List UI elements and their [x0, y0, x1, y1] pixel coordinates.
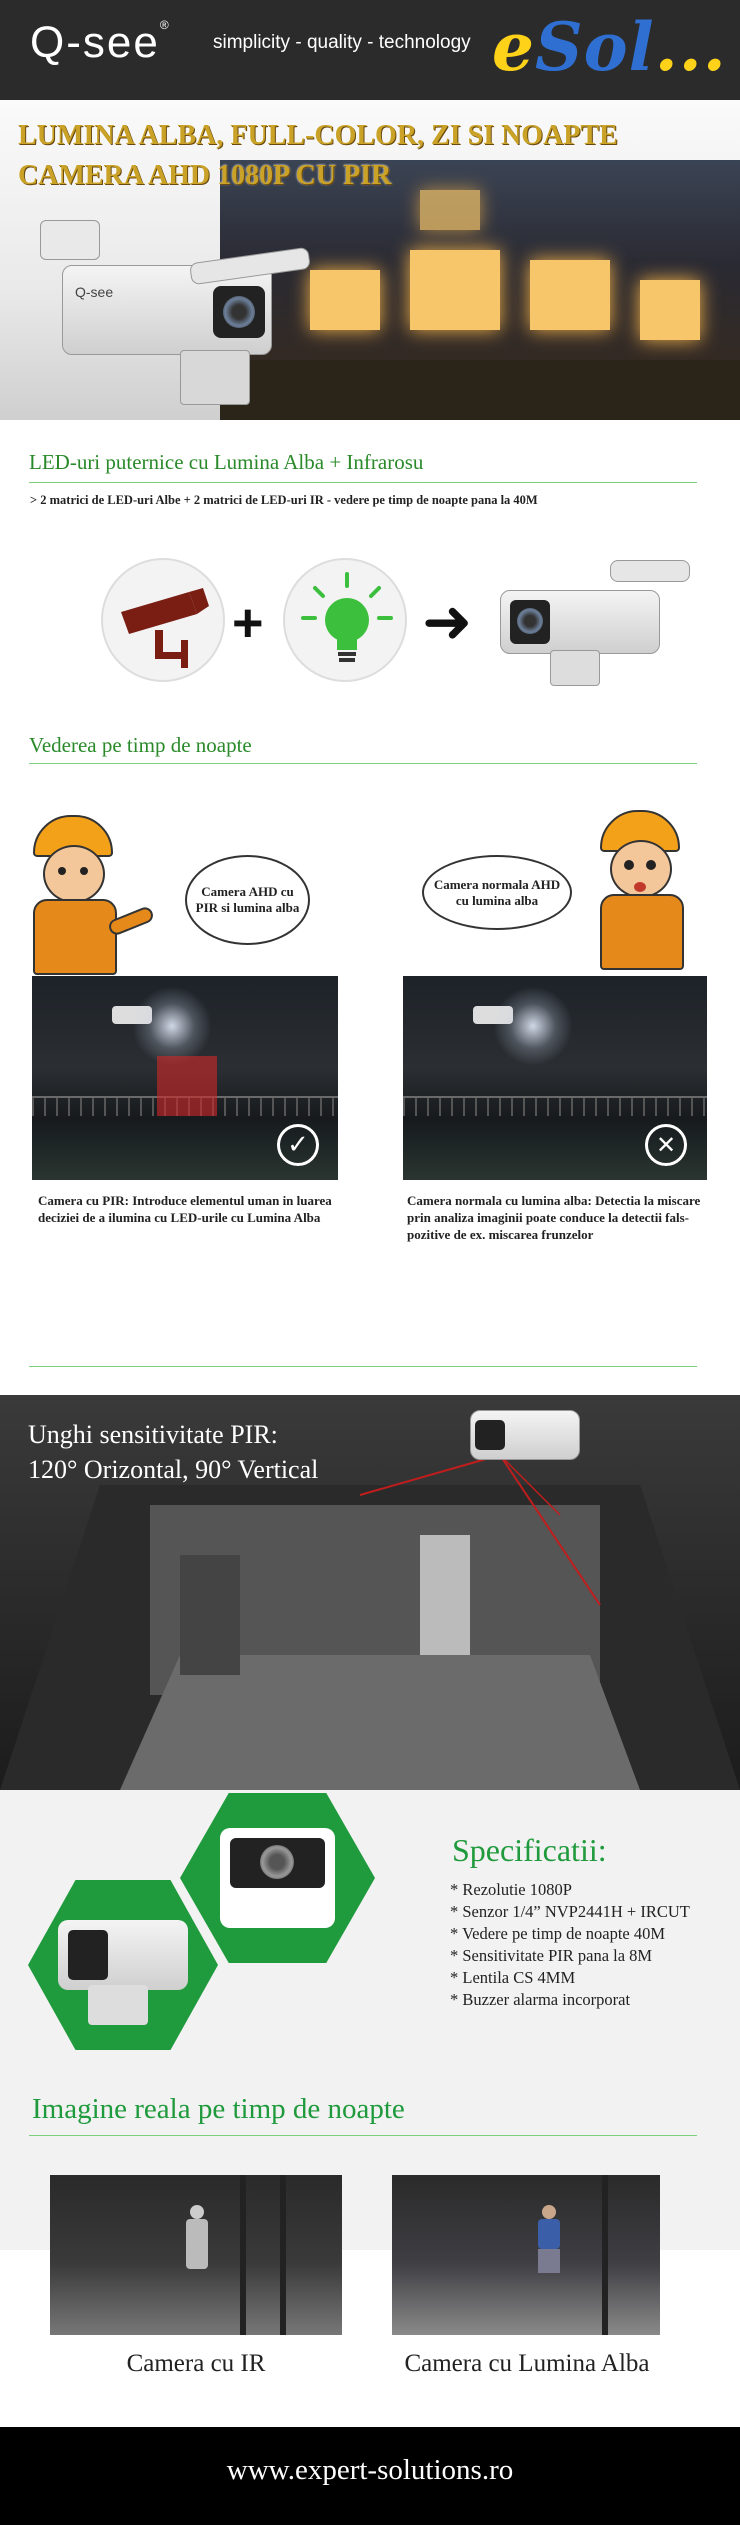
lightbulb-icon [283, 558, 407, 682]
ir-night-image [50, 2175, 342, 2335]
hero-title-line2: CAMERA AHD 1080P CU PIR [18, 160, 392, 191]
night-section-title: Vederea pe timp de noapte [29, 733, 252, 757]
spec-item: * Rezolutie 1080P [450, 1880, 572, 1899]
spec-item: * Sensitivitate PIR pana la 8M [450, 1946, 653, 1965]
led-section-title: LED-uri puternice cu Lumina Alba + Infrarosu [29, 450, 424, 474]
white-light-night-image [392, 2175, 660, 2335]
led-description: > 2 matrici de LED-uri Albe + 2 matrici de LED-uri IR - vedere pe timp de noapte pana la 40M [30, 493, 538, 507]
speech-bubble-left: Camera AHD cu PIR si lumina alba [185, 855, 310, 945]
section-divider [29, 2135, 697, 2136]
tagline: simplicity - quality - technology [213, 32, 471, 53]
worker-illustration-left [18, 815, 148, 975]
worker-illustration-right [580, 810, 700, 970]
section-divider [29, 482, 697, 483]
section-divider [29, 1366, 697, 1367]
esol-logo: eSol... [492, 8, 727, 86]
spec-item: * Lentila CS 4MM [450, 1968, 576, 1987]
qsee-logo: Q-see® [30, 18, 171, 67]
camera-illustration: Q-see [62, 265, 272, 355]
camera-product-image [490, 560, 700, 690]
arrow-right-icon: ➜ [422, 587, 473, 657]
pir-angle-title: Unghi sensitivitate PIR: [28, 1420, 278, 1449]
night-view-normal-image [403, 976, 707, 1180]
speech-bubble-right: Camera normala AHD cu lumina alba [422, 855, 572, 930]
hero-title-line1: LUMINA ALBA, FULL-COLOR, ZI SI NOAPTE [18, 120, 618, 151]
section-divider [29, 763, 697, 764]
cctv-camera-icon [101, 558, 225, 682]
normal-camera-caption: Camera normala cu lumina alba: Detectia la miscare prin analiza imaginii poate conduce la detectii fals-pozitive de ex. miscarea frunzelor [407, 1193, 701, 1242]
pir-angle-values: 120° Orizontal, 90° Vertical [28, 1455, 319, 1484]
spec-item: * Buzzer alarma incorporat [450, 1990, 631, 2009]
spec-item: * Vedere pe timp de noapte 40M [450, 1924, 666, 1943]
night-view-pir-image [32, 976, 338, 1180]
pir-camera-caption: Camera cu PIR: Introduce elementul uman in luarea deciziei de a ilumina cu LED-urile cu Lumina Alba [38, 1193, 332, 1225]
spec-item: * Senzor 1/4” NVP2441H + IRCUT [450, 1902, 690, 1921]
plus-sign: + [232, 593, 264, 653]
specs-title: Specificatii: [452, 1832, 607, 1868]
ir-camera-caption: Camera cu IR [126, 2350, 266, 2377]
check-icon: ✓ [277, 1124, 319, 1166]
real-image-title: Imagine reala pe timp de noapte [32, 2093, 405, 2125]
white-light-camera-caption: Camera cu Lumina Alba [404, 2350, 650, 2377]
cross-icon: ✕ [645, 1124, 687, 1166]
footer-website-link[interactable]: www.expert-solutions.ro [226, 2454, 514, 2486]
night-house-image [220, 160, 740, 420]
